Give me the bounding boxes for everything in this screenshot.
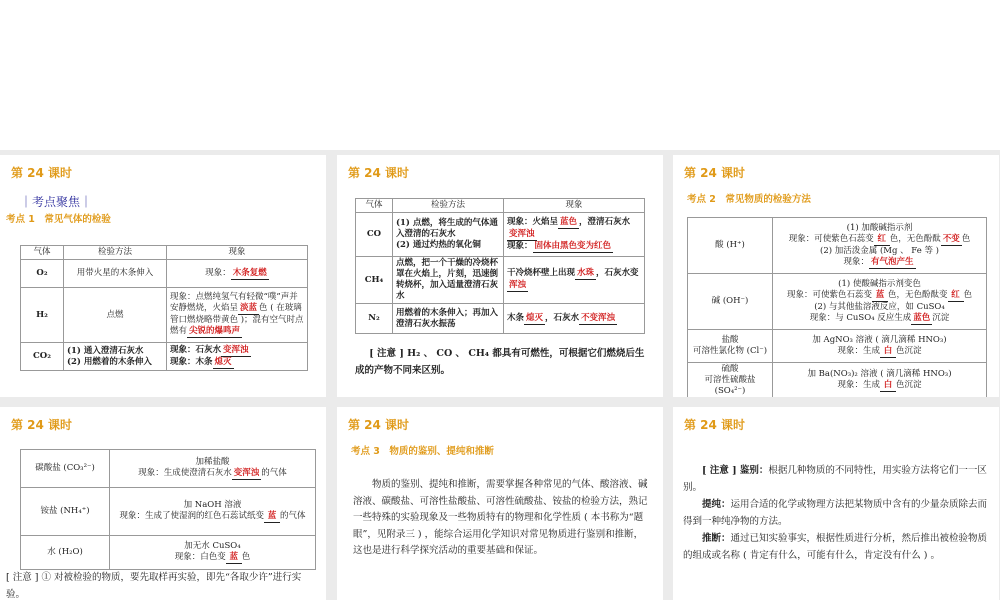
phenomenon-text: 现象：白色变 (174, 552, 226, 562)
method-cell: (1) 通入澄清石灰水 (67, 345, 144, 356)
answer-blank: 固体由黑色变为红色 (534, 240, 612, 251)
table-row (356, 304, 645, 334)
answer-blank: 不变浑浊 (581, 312, 616, 323)
method-cell: (2) 通过灼热的氧化铜 (396, 240, 481, 250)
lesson-title: 第 24 课时 (684, 166, 746, 180)
phenomenon-text: 现象：生成 (837, 345, 880, 356)
gas-name: CO₂ (21, 343, 64, 371)
answer-blank: 蓝 (872, 290, 888, 302)
gas-name: CO (356, 213, 393, 257)
table-row (21, 260, 308, 288)
note-keyword: [ 注意 ] 鉴别： (702, 465, 769, 476)
method-line: 加 AgNO₃ 溶液 ( 滴几滴稀 HNO₃) (812, 334, 947, 345)
note-text: 通过已知实验事实，根据性质进行分析，然后推出被检验物质的组成或名称 ( 肯定有什么，可能有什么，肯定没有什么 ) 。 (683, 533, 988, 561)
phenomenon-text: 现象：石灰水 (170, 344, 222, 355)
phenomenon-text: 现象：可使紫色石蕊变 (788, 233, 874, 244)
substance-test-table (20, 449, 316, 570)
header-gas: 气体 (21, 246, 64, 260)
slide-substance-tests-1[interactable] (673, 155, 999, 397)
substance-label: 碳酸盐 (CO₃²⁻) (21, 450, 110, 488)
note-keyword: 提纯： (702, 499, 731, 510)
substance-label: 碱 (OH⁻) (688, 274, 773, 330)
lesson-title: 第 24 课时 (11, 418, 73, 432)
note-text: 根据几种物质的不同特性，用实验方法将它们一一区别。 (683, 465, 987, 493)
answer-blank: 不变 (942, 233, 960, 244)
phenomenon-text: 的气体 (280, 511, 306, 521)
method-cell: 点燃，把一个干燥的冷烧杯罩在火焰上，片刻，迅速倒转烧杯，加入适量澄清石灰水 (393, 257, 504, 304)
phenomenon-text: 现象： (843, 256, 869, 267)
note-purify (683, 497, 989, 530)
phenomenon-text: 的气体 (261, 468, 287, 478)
substance-test-table (687, 217, 987, 397)
method-cell: 用带火星的木条伸入 (64, 260, 167, 288)
phenomenon-text: 木条 (507, 312, 525, 323)
phenomenon-text: 现象：木条 (170, 356, 213, 367)
answer-blank: 蓝 (264, 511, 280, 523)
slide-gas-tests-2[interactable] (337, 155, 663, 397)
header-method: 检验方法 (393, 199, 504, 213)
table-row (21, 488, 316, 536)
lesson-title: 第 24 课时 (11, 166, 73, 180)
note-identify (683, 463, 989, 496)
table-row (688, 330, 987, 363)
phenomenon-text: 干冷烧杯壁上出现 (507, 268, 576, 278)
table-row (21, 450, 316, 488)
substance-label: 盐酸 (721, 335, 739, 345)
method-line: (1) 加酸碱指示剂 (846, 222, 913, 233)
answer-blank: 蓝 (226, 552, 242, 564)
table-row (356, 257, 645, 304)
phenomenon-text: 色 (961, 233, 971, 244)
phenomenon-text: 色沉淀 (896, 380, 922, 390)
answer-blank: 红 (948, 290, 964, 302)
phenomenon-text: 现象： (205, 267, 231, 278)
answer-blank: 白 (880, 380, 896, 392)
header-gas: 气体 (356, 199, 393, 213)
gas-name: H₂ (21, 288, 64, 343)
method-line: 加 NaOH 溶液 (183, 500, 242, 510)
method-cell: 用燃着的木条伸入；再加入澄清石灰水振荡 (393, 304, 504, 334)
header-phenomenon: 现象 (504, 199, 645, 213)
method-line: (1) 使酸碱指示剂变色 (838, 278, 921, 289)
answer-blank: 白 (880, 346, 896, 358)
answer-blank: 水珠 (577, 268, 595, 278)
table-row (356, 213, 645, 257)
answer-blank: 尖锐的爆鸣声 (189, 326, 241, 336)
answer-blank: 熄灭 (526, 312, 544, 323)
slide-notes[interactable] (673, 407, 999, 600)
phenomenon-text: 色，无色酚酞变 (887, 289, 948, 300)
top-blank-area (0, 0, 1000, 150)
answer-blank: 变浑浊 (509, 228, 535, 239)
slide-identification[interactable] (337, 407, 663, 600)
method-cell: (1) 点燃，将生成的气体通入澄清的石灰水 (396, 218, 498, 239)
slide-substance-tests-2[interactable] (0, 407, 326, 600)
gas-test-table (355, 198, 645, 334)
answer-blank: 蓝色 (913, 312, 931, 323)
substance-label: 酸 (H⁺) (688, 218, 773, 274)
note-text: 运用合适的化学或物理方法把某物质中含有的少量杂质除去而得到一种纯净物的方法。 (683, 499, 988, 527)
phenomenon-text: 现象：点燃纯氢气有轻微“噗”声并安静燃烧，火焰呈 (170, 292, 298, 313)
section-tag: ｜考点聚焦｜ (20, 195, 93, 209)
phenomenon-text: 现象：可使紫色石蕊变 (786, 289, 872, 300)
table-row (21, 536, 316, 570)
phenomenon-text: 现象：生成使澄清石灰水 (138, 468, 232, 478)
method-line: 加无水 CuSO₄ (184, 541, 241, 551)
header-phenomenon: 现象 (167, 246, 308, 260)
point-title: 考点 1 常见气体的检验 (6, 214, 111, 225)
point-title: 考点 2 常见物质的检验方法 (687, 194, 811, 205)
method-cell: 点燃 (64, 288, 167, 343)
gas-name: CH₄ (356, 257, 393, 304)
phenomenon-text: 现象：与 CuSO₄ 反应生成 (809, 312, 912, 323)
gas-test-table (20, 245, 308, 371)
answer-blank: 变浑浊 (223, 344, 249, 355)
answer-blank: 红 (874, 234, 890, 246)
phenomenon-text: 色 (241, 552, 251, 562)
phenomenon-text: 现象： (507, 240, 533, 251)
table-row (688, 218, 987, 274)
method-line: 加稀盐酸 (195, 457, 230, 467)
substance-label: 可溶性氯化物 (Cl⁻) (692, 346, 768, 356)
phenomenon-text: 色 ( 在玻璃管口燃烧略带黄色 )；混有空气时点燃有 (170, 303, 304, 336)
phenomenon-text: ，石灰水变 (596, 268, 639, 278)
slide-gas-tests-1[interactable] (0, 155, 326, 397)
method-line: 加 Ba(NO₃)₂ 溶液 ( 滴几滴稀 HNO₃) (807, 369, 952, 379)
note-text: [ 注意 ] ① 对被检验的物质，要先取样再实验，即先“各取少许”进行实验。 (6, 572, 302, 600)
phenomenon-text: ，澄清石灰水 (579, 216, 631, 227)
table-row (688, 274, 987, 330)
table-row (21, 288, 308, 343)
method-cell: (2) 用燃着的木条伸入 (67, 356, 152, 367)
table-row (21, 343, 308, 371)
phenomenon-text: ，石灰水 (545, 312, 580, 323)
header-method: 检验方法 (64, 246, 167, 260)
answer-blank: 变浑浊 (233, 468, 260, 478)
answer-blank: 浑浊 (509, 280, 527, 290)
lesson-title: 第 24 课时 (684, 418, 746, 432)
phenomenon-text: 色，无色酚酞 (889, 233, 941, 244)
lesson-title: 第 24 课时 (348, 166, 410, 180)
method-line: (2) 与其他盐溶液反应，如 CuSO₄ (814, 301, 945, 312)
gas-name: N₂ (356, 304, 393, 334)
gas-name: O₂ (21, 260, 64, 288)
answer-blank: 有气泡产生 (871, 256, 914, 267)
substance-label: 硫酸 (721, 364, 739, 374)
substance-label: 铵盐 (NH₄⁺) (21, 488, 110, 536)
lesson-title: 第 24 课时 (348, 418, 410, 432)
phenomenon-text: 现象：火焰呈 (507, 216, 559, 227)
phenomenon-text: 沉淀 (932, 312, 950, 323)
answer-blank: 木条复燃 (232, 267, 267, 278)
phenomenon-text: 色 (963, 289, 973, 300)
body-paragraph: 物质的鉴别、提纯和推断，需要掌握各种常见的气体、酸溶液、碱溶液、碳酸盐、可溶性盐酸盐、可溶性硫酸盐、铵盐的检验方法，熟记一些特殊的实验现象及一些物质特有的物理和化学性质 ( 本书称为“题眼”，见附录三 ) ，能综合运用化学知识对常见物质进行鉴别和推断，这也是进行科学探究活动的重要基础和保证。 (353, 479, 648, 557)
phenomenon-text: 色沉淀 (896, 345, 922, 356)
phenomenon-text: 现象：生成 (837, 380, 880, 390)
answer-blank: 熄灭 (214, 356, 232, 367)
substance-label: 可溶性硫酸盐 (SO₄²⁻) (704, 375, 756, 396)
note-keyword: 推断： (702, 533, 731, 544)
substance-label: 水 (H₂O) (21, 536, 110, 570)
method-line: (2) 加活泼金属 (Mg 、 Fe 等 ) (820, 245, 939, 256)
answer-blank: 蓝色 (560, 216, 578, 227)
phenomenon-text: 现象：生成了使湿润的红色石蕊试纸变 (119, 511, 264, 521)
note-infer (683, 531, 989, 564)
answer-blank: 淡蓝 (240, 303, 258, 313)
note-text: [ 注意 ] H₂ 、 CO 、 CH₄ 都具有可燃性，可根据它们燃烧后生成的产物不同来区别。 (355, 348, 645, 376)
table-row (688, 363, 987, 398)
point-title: 考点 3 物质的鉴别、提纯和推断 (351, 446, 494, 457)
